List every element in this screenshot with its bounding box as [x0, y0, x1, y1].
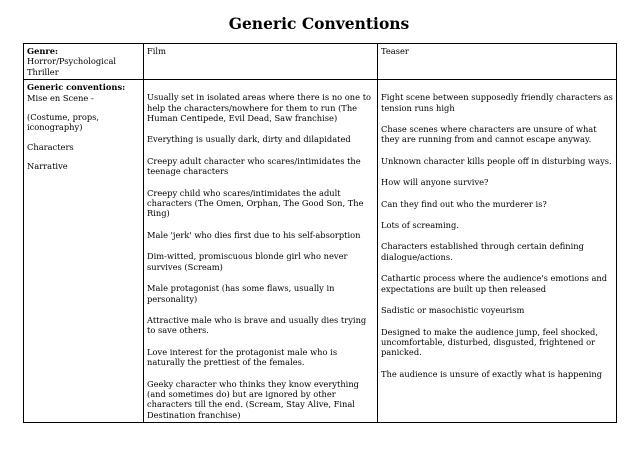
characters-label: Characters — [27, 141, 74, 152]
header-row — [24, 44, 617, 80]
film-item: Love interest for the protagonist male who is naturally the prettiest of the females. — [147, 346, 338, 368]
film-header: Film — [144, 44, 378, 80]
teaser-item: Cathartic process where the audience's emotions and expectations are built up then released — [381, 273, 608, 294]
film-item: Creepy adult character who scares/intimidates the teenage characters — [147, 155, 361, 177]
mise-en-scene-label: Mise en Scene - — [27, 92, 94, 103]
film-item: Everything is usually dark, dirty and dilapidated — [147, 134, 351, 145]
teaser-item: The audience is unsure of exactly what is happening — [381, 368, 603, 379]
teaser-item: Chase scenes where characters are unsure of what they are running from and cannot escape anyway. — [381, 124, 597, 145]
teaser-header: Teaser — [378, 44, 617, 80]
page-title: Generic Conventions — [228, 14, 410, 33]
narrative-label: Narrative — [27, 161, 68, 172]
film-item: Geeky character who thinks they know everything (and sometimes do) but are ignored by other characters till the end. (Scream, Stay Alive, Final Destination franchise) — [147, 378, 359, 420]
content-row — [24, 80, 617, 423]
teaser-item: Can they find out who the murderer is? — [381, 198, 547, 209]
film-item: Dim-witted, promiscuous blonde girl who never survives (Scream) — [147, 251, 348, 272]
conventions-cell — [24, 80, 144, 423]
costume-label: (Costume, props, iconography) — [27, 112, 100, 133]
film-item: Male protagonist (has some flaws, usually in personality) — [147, 283, 335, 304]
film-item: Usually set in isolated areas where there is no one to help the characters/nowhere for them to run (The Human Centipede, Evil Dead, Saw franchise) — [147, 92, 372, 124]
conventions-heading: Generic conventions: — [27, 82, 126, 93]
teaser-item: Unknown character kills people off in disturbing ways. — [381, 155, 612, 166]
film-item: Attractive male who is brave and usually dies trying to save others. — [147, 314, 367, 336]
teaser-cell — [378, 80, 617, 423]
teaser-item: How will anyone survive? — [381, 177, 489, 188]
teaser-item: Lots of screaming. — [381, 220, 459, 231]
genre-value: Horror/Psychological Thriller — [27, 56, 117, 77]
teaser-item: Designed to make the audience jump, feel shocked, uncomfortable, disturbed, disgusted, frightened or panicked. — [381, 326, 598, 358]
genre-cell — [24, 44, 144, 80]
conventions-table — [23, 43, 617, 423]
film-item: Male 'jerk' who dies first due to his self-absorption — [147, 229, 361, 240]
teaser-item: Characters established through certain defining dialogue/actions. — [381, 241, 584, 262]
film-item: Creepy child who scares/intimidates the adult characters (The Omen, Orphan, The Good Son, The Ring) — [147, 187, 364, 219]
film-cell — [144, 80, 378, 423]
genre-label: Genre: — [27, 46, 59, 56]
teaser-item: Sadistic or masochistic voyeurism — [381, 305, 525, 316]
teaser-item: Fight scene between supposedly friendly characters as tension runs high — [381, 92, 613, 113]
